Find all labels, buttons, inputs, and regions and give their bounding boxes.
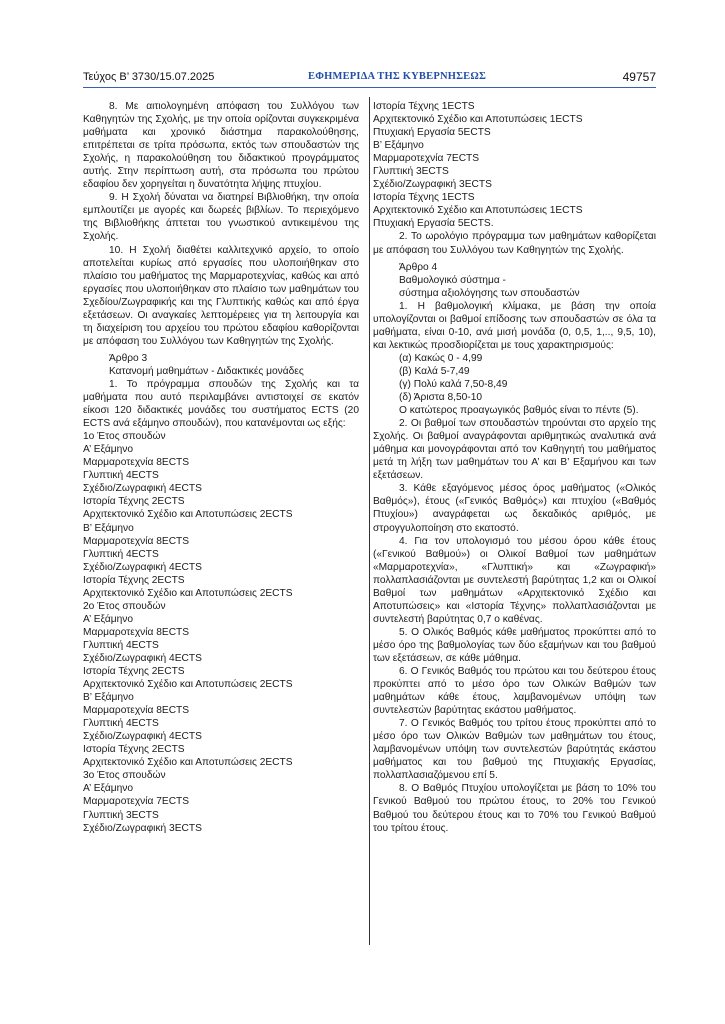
curriculum-line: Ιστορία Τέχνης 2ECTS	[83, 496, 185, 508]
curriculum-line: Αρχιτεκτονικό Σχέδιο και Αποτυπώσεις 2ECTS	[83, 757, 293, 769]
paragraph-10: 10. Η Σχολή διαθέτει καλλιτεχνικό αρχείο, το οποίο αποτελείται κυρίως από εργασίες που υλοποιήθηκαν στο πλαίσιο του μαθήματος της Μαρμαροτεχνίας, καθώς και από εργασίες που υλοποιήθηκαν στο πλαίσιο των μαθημάτων του Σχεδίου/Ζωγραφικής και της Γλυπτικής καθώς και από έργα εξετάσεων. Οι αναγκαίες λεπτομέρειες για τη λειτουργία και τη διαχείριση του αρχείου του πρώτου εδαφίου καθορίζονται με απόφαση του Συλλόγου των Καθηγητών της Σχολής.	[83, 244, 359, 347]
curriculum-line: Σχέδιο/Ζωγραφική 3ECTS	[83, 822, 202, 834]
paragraph-8: 8. Με αιτιολογημένη απόφαση του Συλλόγου των Καθηγητών της Σχολής, με την οποία ορίζονται συγκεκριμένα μαθήματα και χρονικό διάστημα παρακολούθησης, επιτρέπεται σε τρίτα πρόσωπα, εκτός των σπουδαστών της Σχολής, η παρακολούθηση του διδακτικού προγράμματος αυτής. Στην περίπτωση αυτή, στα πρόσωπα του πρώτου εδαφίου δεν χορηγείται η δυνατότητα λήψης πτυχίου.	[83, 101, 359, 191]
curriculum-line: Αρχιτεκτονικό Σχέδιο και Αποτυπώσεις 1ECTS	[373, 205, 583, 217]
curriculum-line: Μαρμαροτεχνία 8ECTS	[83, 457, 190, 469]
curriculum-line: Σχέδιο/Ζωγραφική 4ECTS	[83, 483, 202, 495]
article-3-title: Άρθρο 3	[109, 352, 148, 364]
grade-scale-list	[373, 352, 656, 417]
curriculum-line: 2ο Έτος σπουδών	[83, 600, 166, 612]
curriculum-line: Ιστορία Τέχνης 1ECTS	[373, 101, 475, 112]
article-4-paragraph-1: 1. Η βαθμολογική κλίμακα, με βάση την οποία υπολογίζονται οι βαθμοί επίδοσης των σπουδαστών σε όλα τα μαθήματα, είναι 0-10, ανά μισή μονάδα (0, 0,5, 1,.., 9,5, 10), και λεκτικώς προσδιορίζεται με τους χαρακτηρισμούς:	[373, 300, 656, 351]
curriculum-line: Μαρμαροτεχνία 8ECTS	[83, 626, 190, 638]
curriculum-line: Β’ Εξάμηνο	[373, 140, 424, 152]
curriculum-line: Γλυπτική 4ECTS	[83, 718, 159, 730]
article-4-paragraph-6: 6. Ο Γενικός Βαθμός του πρώτου και του δεύτερου έτους προκύπτει από το μέσο όρο των Ολικών Βαθμών των μαθημάτων κάθε έτους, λαμβανομένων υπόψη των συντελεστών βαρύτητας εκάστου μαθήματος.	[373, 666, 656, 717]
curriculum-line: Σχέδιο/Ζωγραφική 4ECTS	[83, 652, 202, 664]
article-3-paragraph-2: 2. Το ωρολόγιο πρόγραμμα των μαθημάτων καθορίζεται με απόφαση του Συλλόγου των Καθηγητών της Σχολής.	[373, 231, 656, 256]
article-3-heading	[83, 352, 359, 378]
curriculum-line: Μαρμαροτεχνία 7ECTS	[373, 153, 480, 165]
curriculum-line: Γλυπτική 4ECTS	[83, 639, 159, 651]
curriculum-line: Αρχιτεκτονικό Σχέδιο και Αποτυπώσεις 2ECTS	[83, 587, 293, 599]
curriculum-line: Πτυχιακή Εργασία 5ECTS	[373, 127, 491, 139]
curriculum-list	[83, 430, 359, 834]
curriculum-line: 1ο Έτος σπουδών	[83, 431, 166, 443]
curriculum-line: Γλυπτική 3ECTS	[83, 809, 159, 821]
curriculum-line: Μαρμαροτεχνία 8ECTS	[83, 535, 190, 547]
curriculum-line: Α’ Εξάμηνο	[83, 444, 134, 456]
header-rule	[83, 87, 656, 88]
curriculum-line: Γλυπτική 3ECTS	[373, 166, 449, 178]
curriculum-line: Ιστορία Τέχνης 2ECTS	[83, 574, 185, 586]
article-4-subtitle: σύστημα αξιολόγησης των σπουδαστών	[399, 287, 580, 299]
article-4-paragraph-3: 3. Κάθε εξαγόμενος μέσος όρος μαθήματος («Ολικός Βαθμός»), έτους («Γενικός Βαθμός») και πτυχίου («Βαθμός Πτυχίου») αναγράφεται ως δεκαδικός αριθμός, με στρογγυλοποίηση στο εκατοστό.	[373, 483, 656, 534]
curriculum-line: Μαρμαροτεχνία 8ECTS	[83, 705, 190, 717]
page-header	[83, 70, 656, 86]
curriculum-line: Ιστορία Τέχνης 1ECTS	[373, 192, 475, 204]
curriculum-line: Α’ Εξάμηνο	[83, 783, 134, 795]
curriculum-line: Πτυχιακή Εργασία 5ECTS.	[373, 218, 494, 230]
article-4-subtitle: Βαθμολογικό σύστημα -	[399, 274, 506, 286]
left-column	[83, 100, 359, 835]
article-3-paragraph-1: 1. Το πρόγραμμα σπουδών της Σχολής και τα μαθήματα που αυτό περιλαμβάνει αντιστοιχεί σε εκατόν είκοσι 120 διδακτικές μονάδες του συστήματος ECTS (20 ECTS ανά εξάμηνο σπουδών), που κατανέμονται ως εξής:	[83, 378, 359, 430]
grade-scale-item: (δ) Άριστα 8,50-10	[399, 392, 483, 404]
curriculum-line: Σχέδιο/Ζωγραφική 4ECTS	[83, 731, 202, 743]
curriculum-line: Σχέδιο/Ζωγραφική 3ECTS	[373, 179, 492, 191]
article-4-paragraph-4: 4. Για τον υπολογισμό του μέσου όρου κάθε έτους («Γενικού Βαθμού») οι Ολικοί Βαθμοί των μαθημάτων «Μαρμαροτεχνία», «Γλυπτική» και «Ζωγραφική» πολλαπλασιάζονται με συντελεστή βαρύτητας 1,2 και οι Ολικοί Βαθμοί των μαθημάτων «Αρχιτεκτονικό Σχέδιο και Αποτυπώσεις» και «Ιστορία Τέχνης» πολλαπλασιάζονται με συντελεστή βαρύτητας 0,7 ο καθένας.	[373, 535, 656, 625]
passing-grade-note: Ο κατώτερος προαγωγικός βαθμός είναι το πέντε (5).	[399, 405, 639, 417]
grade-scale-item: (α) Κακώς 0 - 4,99	[399, 352, 483, 364]
article-4-paragraph-5: 5. Ο Ολικός Βαθμός κάθε μαθήματος προκύπτει από το μέσο όρο της βαθμολογίας των δύο εξαμήνων και του βαθμού των εξετάσεων, σε κάθε μάθημα.	[373, 626, 656, 664]
page-number: 49757	[622, 70, 656, 84]
curriculum-line: Β’ Εξάμηνο	[83, 522, 134, 534]
curriculum-line: Ιστορία Τέχνης 2ECTS	[83, 666, 185, 678]
curriculum-line: Γλυπτική 4ECTS	[83, 548, 159, 560]
right-column	[373, 100, 656, 835]
paragraph-9: 9. Η Σχολή δύναται να διατηρεί Βιβλιοθήκη, την οποία εμπλουτίζει με αγορές και δωρεές βιβλίων. Το περιεχόμενο της Βιβλιοθήκης άπτεται του γνωστικού αντικειμένου της Σχολής.	[83, 192, 359, 243]
curriculum-line: Σχέδιο/Ζωγραφική 4ECTS	[83, 561, 202, 573]
curriculum-line: Αρχιτεκτονικό Σχέδιο και Αποτυπώσεις 2ECTS	[83, 679, 293, 691]
article-4-paragraph-8: 8. Ο Βαθμός Πτυχίου υπολογίζεται με βάση το 10% του Γενικού Βαθμού του πρώτου έτους, το 20% του Γενικού Βαθμού του δεύτερου έτους και το 70% του Γενικού Βαθμού του τρίτου έτους.	[373, 783, 656, 834]
curriculum-list-continued	[373, 100, 656, 230]
gazette-title: ΕΦΗΜΕΡΙΔΑ ΤΗΣ ΚΥΒΕΡΝΗΣΕΩΣ	[308, 71, 487, 82]
article-4-title: Άρθρο 4	[399, 261, 438, 273]
article-3-subtitle: Κατανομή μαθημάτων - Διδακτικές μονάδες	[109, 365, 304, 377]
grade-scale-item: (β) Καλά 5-7,49	[399, 365, 470, 377]
curriculum-line: Ιστορία Τέχνης 2ECTS	[83, 744, 185, 756]
article-4-paragraph-7: 7. Ο Γενικός Βαθμός του τρίτου έτους προκύπτει από το μέσο όρο των Ολικών Βαθμών των μαθημάτων του έτους, λαμβανομένων υπόψη των συντελεστών βαρύτητάς εκάστου μαθήματος και του βαθμού της Πτυχιακής Εργασίας, πολλαπλασιαζόμενου επί 5.	[373, 718, 656, 782]
article-4-paragraph-2: 2. Οι βαθμοί των σπουδαστών τηρούνται στο αρχείο της Σχολής. Οι βαθμοί αναγράφονται αριθμητικώς αναλυτικά ανά μάθημα και μονογράφονται από τον Καθηγητή του μαθήματος μετά τη λήξη των μαθημάτων του Α’ και Β’ Εξαμήνου και των εξετάσεων.	[373, 418, 656, 482]
issue-reference: Τεύχος Β’ 3730/15.07.2025	[83, 71, 215, 83]
curriculum-line: Γλυπτική 4ECTS	[83, 470, 159, 482]
curriculum-line: Β’ Εξάμηνο	[83, 692, 134, 704]
column-divider	[369, 97, 370, 945]
curriculum-line: Αρχιτεκτονικό Σχέδιο και Αποτυπώσεις 1ECTS	[373, 114, 583, 126]
article-4-heading	[373, 261, 656, 300]
curriculum-line: Μαρμαροτεχνία 7ECTS	[83, 796, 190, 808]
grade-scale-item: (γ) Πολύ καλά 7,50-8,49	[399, 378, 508, 390]
curriculum-line: Αρχιτεκτονικό Σχέδιο και Αποτυπώσεις 2ECTS	[83, 509, 293, 521]
curriculum-line: Α’ Εξάμηνο	[83, 613, 134, 625]
curriculum-line: 3ο Έτος σπουδών	[83, 770, 166, 782]
